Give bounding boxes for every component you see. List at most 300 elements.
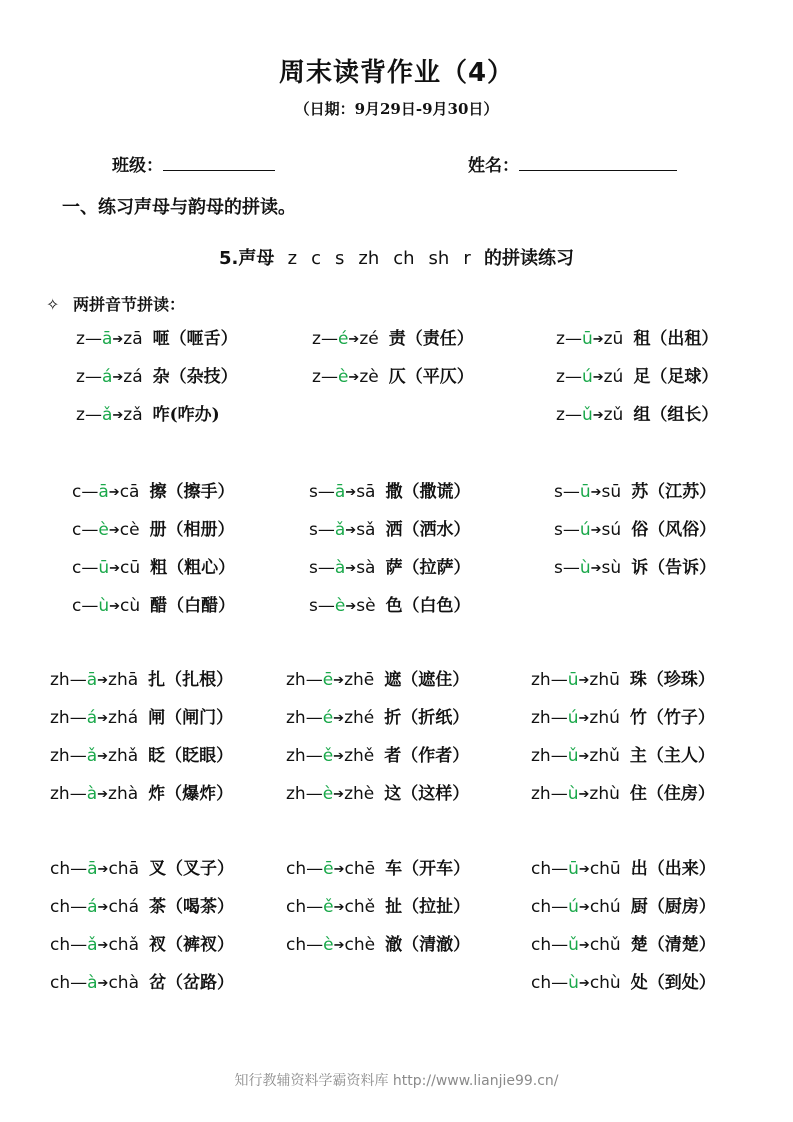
final-vowel: ū bbox=[568, 859, 579, 879]
initial: zh bbox=[531, 708, 551, 728]
initial: s bbox=[309, 596, 318, 616]
syllable: sú bbox=[601, 520, 622, 540]
page-title: 周末读背作业（4） bbox=[278, 58, 515, 88]
dash: — bbox=[84, 367, 102, 387]
dash: — bbox=[69, 708, 87, 728]
initial: s bbox=[554, 482, 563, 502]
dash: — bbox=[317, 558, 335, 578]
final-vowel: ǔ bbox=[567, 746, 579, 766]
dash: — bbox=[317, 482, 335, 502]
subtitle-letter: zh bbox=[358, 248, 380, 269]
dash: — bbox=[551, 935, 569, 955]
syllable: chě bbox=[344, 897, 376, 917]
dash: — bbox=[562, 482, 580, 502]
word-example: 闸（闸门） bbox=[148, 708, 234, 728]
dash: — bbox=[550, 670, 568, 690]
initial: ch bbox=[531, 859, 552, 879]
initial: zh bbox=[286, 670, 306, 690]
initial: s bbox=[309, 520, 318, 540]
final-vowel: à bbox=[86, 784, 98, 804]
word-example: 苏（江苏） bbox=[631, 482, 717, 502]
arrow-right-icon: ➔ bbox=[97, 976, 109, 991]
syllable: zhē bbox=[344, 670, 375, 690]
initial: zh bbox=[286, 746, 306, 766]
footer-watermark: 知行教辅资料学霸资料库 http://www.lianjie99.cn/ bbox=[234, 1073, 559, 1089]
arrow-right-icon: ➔ bbox=[333, 787, 345, 802]
pinyin-entry bbox=[72, 595, 235, 619]
arrow-right-icon: ➔ bbox=[578, 673, 590, 688]
initial: ch bbox=[531, 897, 552, 917]
initial: zh bbox=[286, 708, 306, 728]
word-example: 租（出租） bbox=[633, 329, 719, 349]
dash: — bbox=[305, 746, 323, 766]
arrow-right-icon: ➔ bbox=[348, 332, 360, 347]
section-heading: 一、练习声母与韵母的拼读。 bbox=[62, 197, 296, 218]
arrow-right-icon: ➔ bbox=[97, 711, 109, 726]
pinyin-entry bbox=[286, 896, 470, 920]
subtitle-letter: s bbox=[334, 248, 345, 269]
arrow-right-icon: ➔ bbox=[590, 523, 602, 538]
pinyin-entry bbox=[50, 858, 234, 882]
final-vowel: ě bbox=[323, 897, 334, 917]
word-example: 粗（粗心） bbox=[150, 558, 236, 578]
final-vowel: à bbox=[334, 558, 346, 578]
initial: s bbox=[309, 558, 318, 578]
word-example: 茶（喝茶） bbox=[149, 897, 234, 917]
pinyin-entry bbox=[50, 972, 234, 996]
syllable: zū bbox=[603, 329, 624, 349]
dash: — bbox=[306, 935, 324, 955]
word-example: 俗（风俗） bbox=[631, 520, 717, 540]
pinyin-entry bbox=[286, 669, 469, 693]
word-example: 册（相册） bbox=[149, 520, 235, 540]
syllable: chà bbox=[108, 973, 139, 993]
arrow-right-icon: ➔ bbox=[348, 370, 360, 385]
subtitle-letter: c bbox=[311, 248, 321, 269]
final-vowel: ǎ bbox=[334, 520, 346, 540]
arrow-right-icon: ➔ bbox=[112, 332, 124, 347]
dash: — bbox=[84, 329, 102, 349]
arrow-right-icon: ➔ bbox=[333, 673, 345, 688]
pinyin-entry bbox=[531, 745, 715, 769]
subtitle bbox=[0, 244, 793, 270]
arrow-right-icon: ➔ bbox=[578, 749, 590, 764]
word-example: 咂（咂舌） bbox=[152, 329, 238, 349]
syllable: zhà bbox=[108, 784, 139, 804]
final-vowel: ǔ bbox=[581, 405, 593, 425]
word-example: 折（折纸） bbox=[384, 708, 470, 728]
initial: ch bbox=[50, 859, 71, 879]
syllable: chā bbox=[108, 859, 139, 879]
arrow-right-icon: ➔ bbox=[578, 938, 590, 953]
pinyin-entry bbox=[50, 896, 234, 920]
subtitle-letter: z bbox=[287, 248, 298, 269]
initial: z bbox=[556, 367, 565, 387]
final-vowel: è bbox=[322, 784, 334, 804]
pinyin-entry bbox=[312, 366, 474, 390]
initial: z bbox=[556, 405, 565, 425]
arrow-right-icon: ➔ bbox=[578, 976, 590, 991]
dash: — bbox=[305, 784, 323, 804]
dash: — bbox=[70, 935, 88, 955]
arrow-right-icon: ➔ bbox=[578, 711, 590, 726]
word-example: 楚（清楚） bbox=[630, 935, 716, 955]
initial: c bbox=[72, 596, 82, 616]
dash: — bbox=[551, 897, 569, 917]
pinyin-entry bbox=[531, 669, 715, 693]
arrow-right-icon: ➔ bbox=[109, 599, 121, 614]
final-vowel: è bbox=[98, 520, 109, 540]
final-vowel: ǎ bbox=[86, 746, 98, 766]
word-example: 住（住房） bbox=[629, 784, 715, 804]
name-label: 姓名： bbox=[468, 156, 519, 176]
final-vowel: ě bbox=[322, 746, 334, 766]
initial: zh bbox=[50, 784, 70, 804]
initial: zh bbox=[531, 670, 551, 690]
pinyin-entry bbox=[312, 328, 474, 352]
dash: — bbox=[551, 973, 569, 993]
final-vowel: ā bbox=[101, 329, 113, 349]
arrow-right-icon: ➔ bbox=[590, 485, 602, 500]
initial: s bbox=[554, 558, 563, 578]
word-example: 撒（撒谎） bbox=[385, 482, 471, 502]
initial: ch bbox=[50, 973, 71, 993]
arrow-right-icon: ➔ bbox=[345, 599, 357, 614]
pinyin-entry bbox=[554, 519, 716, 543]
final-vowel: ē bbox=[322, 670, 334, 690]
class-input-line[interactable] bbox=[163, 169, 275, 171]
dash: — bbox=[317, 520, 335, 540]
arrow-right-icon: ➔ bbox=[592, 408, 604, 423]
pinyin-entry bbox=[531, 972, 716, 996]
syllable: zè bbox=[359, 367, 379, 387]
arrow-right-icon: ➔ bbox=[97, 900, 109, 915]
pinyin-entry bbox=[50, 934, 234, 958]
final-vowel: è bbox=[323, 935, 334, 955]
dash: — bbox=[306, 859, 324, 879]
pinyin-entry bbox=[309, 481, 470, 505]
initial: z bbox=[312, 329, 321, 349]
syllable: sū bbox=[601, 482, 622, 502]
dash: — bbox=[320, 367, 338, 387]
pinyin-entry bbox=[72, 557, 235, 581]
word-example: 扯（拉扯） bbox=[385, 897, 471, 917]
pinyin-entry bbox=[286, 858, 470, 882]
syllable: zhá bbox=[108, 708, 139, 728]
syllable: zhū bbox=[589, 670, 620, 690]
pinyin-entry bbox=[76, 328, 238, 352]
syllable: zhú bbox=[589, 708, 620, 728]
initial: ch bbox=[286, 897, 307, 917]
syllable: sè bbox=[356, 596, 376, 616]
word-example: 仄（平仄） bbox=[388, 367, 474, 387]
syllable: zhé bbox=[344, 708, 375, 728]
initial: ch bbox=[50, 897, 71, 917]
arrow-right-icon: ➔ bbox=[109, 561, 121, 576]
pinyin-entry bbox=[72, 519, 235, 543]
dash: — bbox=[320, 329, 338, 349]
name-input-line[interactable] bbox=[519, 169, 677, 171]
initial: ch bbox=[531, 973, 552, 993]
dash: — bbox=[84, 405, 102, 425]
arrow-right-icon: ➔ bbox=[345, 485, 357, 500]
final-vowel: ā bbox=[334, 482, 346, 502]
syllable: chū bbox=[589, 859, 621, 879]
pinyin-entry bbox=[556, 366, 718, 390]
arrow-right-icon: ➔ bbox=[112, 370, 124, 385]
final-vowel: á bbox=[87, 897, 98, 917]
dash: — bbox=[69, 670, 87, 690]
final-vowel: ǎ bbox=[87, 935, 98, 955]
syllable: zhǎ bbox=[108, 746, 139, 766]
initial: zh bbox=[286, 784, 306, 804]
initial: zh bbox=[50, 746, 70, 766]
final-vowel: ǔ bbox=[568, 935, 579, 955]
initial: zh bbox=[531, 746, 551, 766]
word-example: 诉（告诉） bbox=[631, 558, 717, 578]
syllable: zá bbox=[123, 367, 143, 387]
pinyin-entry bbox=[556, 404, 718, 428]
word-example: 责（责任） bbox=[388, 329, 474, 349]
word-example: 主（主人） bbox=[629, 746, 715, 766]
dash: — bbox=[305, 670, 323, 690]
word-example: 擦（擦手） bbox=[149, 482, 235, 502]
dash: — bbox=[564, 367, 582, 387]
syllable: chē bbox=[344, 859, 376, 879]
dash: — bbox=[70, 897, 88, 917]
initial: s bbox=[554, 520, 563, 540]
syllable: zhǔ bbox=[589, 746, 620, 766]
final-vowel: ù bbox=[579, 558, 591, 578]
word-example: 咋(咋办) bbox=[152, 405, 220, 425]
dash: — bbox=[564, 405, 582, 425]
final-vowel: ú bbox=[581, 367, 593, 387]
diamond-outline-icon: ✧ bbox=[46, 295, 60, 314]
final-vowel: ú bbox=[568, 897, 579, 917]
syllable: sà bbox=[356, 558, 376, 578]
syllable: sù bbox=[601, 558, 622, 578]
word-example: 炸（爆炸） bbox=[148, 784, 234, 804]
initial: ch bbox=[531, 935, 552, 955]
final-vowel: ū bbox=[567, 670, 579, 690]
final-vowel: ú bbox=[567, 708, 579, 728]
syllable: chú bbox=[589, 897, 621, 917]
arrow-right-icon: ➔ bbox=[592, 370, 604, 385]
syllable: zhā bbox=[108, 670, 139, 690]
dash: — bbox=[70, 859, 88, 879]
syllable: chǎ bbox=[108, 935, 139, 955]
dash: — bbox=[317, 596, 335, 616]
arrow-right-icon: ➔ bbox=[345, 523, 357, 538]
bullet-text: 两拼音节拼读： bbox=[72, 295, 185, 314]
dash: — bbox=[551, 859, 569, 879]
pinyin-entry bbox=[76, 404, 220, 428]
pinyin-entry bbox=[286, 783, 469, 807]
initial: s bbox=[309, 482, 318, 502]
final-vowel: è bbox=[337, 367, 349, 387]
final-vowel: ù bbox=[98, 596, 110, 616]
word-example: 岔（岔路） bbox=[149, 973, 234, 993]
initial: z bbox=[76, 329, 85, 349]
final-vowel: ē bbox=[323, 859, 334, 879]
arrow-right-icon: ➔ bbox=[333, 938, 345, 953]
syllable: zhè bbox=[344, 784, 375, 804]
initial: ch bbox=[286, 935, 307, 955]
word-example: 厨（厨房） bbox=[630, 897, 716, 917]
final-vowel: ā bbox=[86, 670, 98, 690]
word-example: 车（开车） bbox=[385, 859, 471, 879]
dash: — bbox=[81, 520, 99, 540]
pinyin-entry bbox=[531, 707, 715, 731]
subtitle-letter: sh bbox=[428, 248, 450, 269]
dash: — bbox=[550, 708, 568, 728]
word-example: 这（这样） bbox=[384, 784, 470, 804]
pinyin-entry bbox=[531, 934, 716, 958]
dash: — bbox=[564, 329, 582, 349]
arrow-right-icon: ➔ bbox=[345, 561, 357, 576]
syllable: zhě bbox=[344, 746, 375, 766]
syllable: zú bbox=[603, 367, 624, 387]
dash: — bbox=[69, 784, 87, 804]
final-vowel: ā bbox=[87, 859, 98, 879]
pinyin-entry bbox=[76, 366, 238, 390]
arrow-right-icon: ➔ bbox=[97, 938, 109, 953]
pinyin-entry bbox=[309, 595, 471, 619]
arrow-right-icon: ➔ bbox=[333, 900, 345, 915]
syllable: chù bbox=[589, 973, 621, 993]
syllable: cè bbox=[119, 520, 140, 540]
syllable: cù bbox=[120, 596, 141, 616]
arrow-right-icon: ➔ bbox=[108, 485, 120, 500]
initial: ch bbox=[286, 859, 307, 879]
arrow-right-icon: ➔ bbox=[590, 561, 602, 576]
subtitle-letter: r bbox=[463, 248, 471, 269]
pinyin-entry bbox=[309, 557, 470, 581]
initial: z bbox=[312, 367, 321, 387]
pinyin-entry bbox=[50, 745, 233, 769]
word-example: 衩（裤衩） bbox=[149, 935, 234, 955]
arrow-right-icon: ➔ bbox=[97, 673, 109, 688]
final-vowel: ú bbox=[579, 520, 591, 540]
arrow-right-icon: ➔ bbox=[108, 523, 120, 538]
syllable: cā bbox=[119, 482, 140, 502]
dash: — bbox=[562, 520, 580, 540]
pinyin-entry bbox=[554, 481, 716, 505]
final-vowel: á bbox=[101, 367, 113, 387]
initial: c bbox=[72, 558, 82, 578]
pinyin-entry bbox=[72, 481, 234, 505]
syllable: chá bbox=[108, 897, 139, 917]
dash: — bbox=[70, 973, 88, 993]
word-example: 扎（扎根） bbox=[148, 670, 234, 690]
bullet-heading bbox=[46, 292, 185, 315]
arrow-right-icon: ➔ bbox=[97, 787, 109, 802]
final-vowel: ū bbox=[579, 482, 591, 502]
initial: c bbox=[72, 520, 82, 540]
final-vowel: ū bbox=[98, 558, 110, 578]
subtitle-prefix: 5.声母 bbox=[218, 248, 275, 269]
pinyin-entry bbox=[531, 858, 716, 882]
syllable: chè bbox=[344, 935, 376, 955]
subtitle-letters bbox=[274, 248, 484, 269]
final-vowel: ā bbox=[98, 482, 109, 502]
dash: — bbox=[562, 558, 580, 578]
arrow-right-icon: ➔ bbox=[333, 862, 345, 877]
syllable: zǎ bbox=[123, 405, 143, 425]
dash: — bbox=[550, 746, 568, 766]
initial: zh bbox=[531, 784, 551, 804]
word-example: 叉（叉子） bbox=[149, 859, 234, 879]
word-example: 珠（珍珠） bbox=[629, 670, 715, 690]
initial: z bbox=[556, 329, 565, 349]
word-example: 醋（白醋） bbox=[150, 596, 236, 616]
arrow-right-icon: ➔ bbox=[592, 332, 604, 347]
final-vowel: é bbox=[322, 708, 334, 728]
word-example: 遮（遮住） bbox=[384, 670, 470, 690]
syllable: chǔ bbox=[589, 935, 621, 955]
final-vowel: ù bbox=[567, 784, 579, 804]
word-example: 竹（竹子） bbox=[629, 708, 715, 728]
initial: c bbox=[72, 482, 82, 502]
initial: z bbox=[76, 367, 85, 387]
arrow-right-icon: ➔ bbox=[578, 787, 590, 802]
word-example: 澈（清澈） bbox=[385, 935, 471, 955]
initial: ch bbox=[50, 935, 71, 955]
syllable: zé bbox=[359, 329, 379, 349]
pinyin-entry bbox=[286, 745, 469, 769]
arrow-right-icon: ➔ bbox=[578, 862, 590, 877]
final-vowel: ǎ bbox=[101, 405, 113, 425]
class-label: 班级： bbox=[112, 156, 163, 176]
dash: — bbox=[81, 596, 99, 616]
arrow-right-icon: ➔ bbox=[97, 749, 109, 764]
final-vowel: é bbox=[337, 329, 349, 349]
arrow-right-icon: ➔ bbox=[333, 711, 345, 726]
syllable: zā bbox=[123, 329, 143, 349]
date-range: （日期：9月29日-9月30日） bbox=[294, 100, 499, 118]
initial: z bbox=[76, 405, 85, 425]
syllable: sā bbox=[356, 482, 376, 502]
pinyin-entry bbox=[556, 328, 718, 352]
arrow-right-icon: ➔ bbox=[97, 862, 109, 877]
final-vowel: è bbox=[334, 596, 346, 616]
syllable: zhù bbox=[589, 784, 620, 804]
word-example: 色（白色） bbox=[385, 596, 471, 616]
word-example: 杂（杂技） bbox=[152, 367, 238, 387]
word-example: 处（到处） bbox=[630, 973, 716, 993]
dash: — bbox=[306, 897, 324, 917]
subtitle-suffix: 的拼读练习 bbox=[484, 248, 575, 269]
word-example: 眨（眨眼） bbox=[148, 746, 234, 766]
pinyin-entry bbox=[50, 669, 233, 693]
syllable: cū bbox=[120, 558, 141, 578]
initial: zh bbox=[50, 670, 70, 690]
arrow-right-icon: ➔ bbox=[333, 749, 345, 764]
dash: — bbox=[69, 746, 87, 766]
initial: zh bbox=[50, 708, 70, 728]
pinyin-entry bbox=[554, 557, 716, 581]
final-vowel: á bbox=[86, 708, 98, 728]
final-vowel: ū bbox=[581, 329, 593, 349]
syllable: sǎ bbox=[356, 520, 376, 540]
final-vowel: ù bbox=[568, 973, 579, 993]
final-vowel: à bbox=[87, 973, 98, 993]
dash: — bbox=[305, 708, 323, 728]
pinyin-entry bbox=[531, 783, 715, 807]
name-field bbox=[468, 151, 677, 176]
syllable: zǔ bbox=[603, 405, 624, 425]
pinyin-entry bbox=[286, 934, 470, 958]
